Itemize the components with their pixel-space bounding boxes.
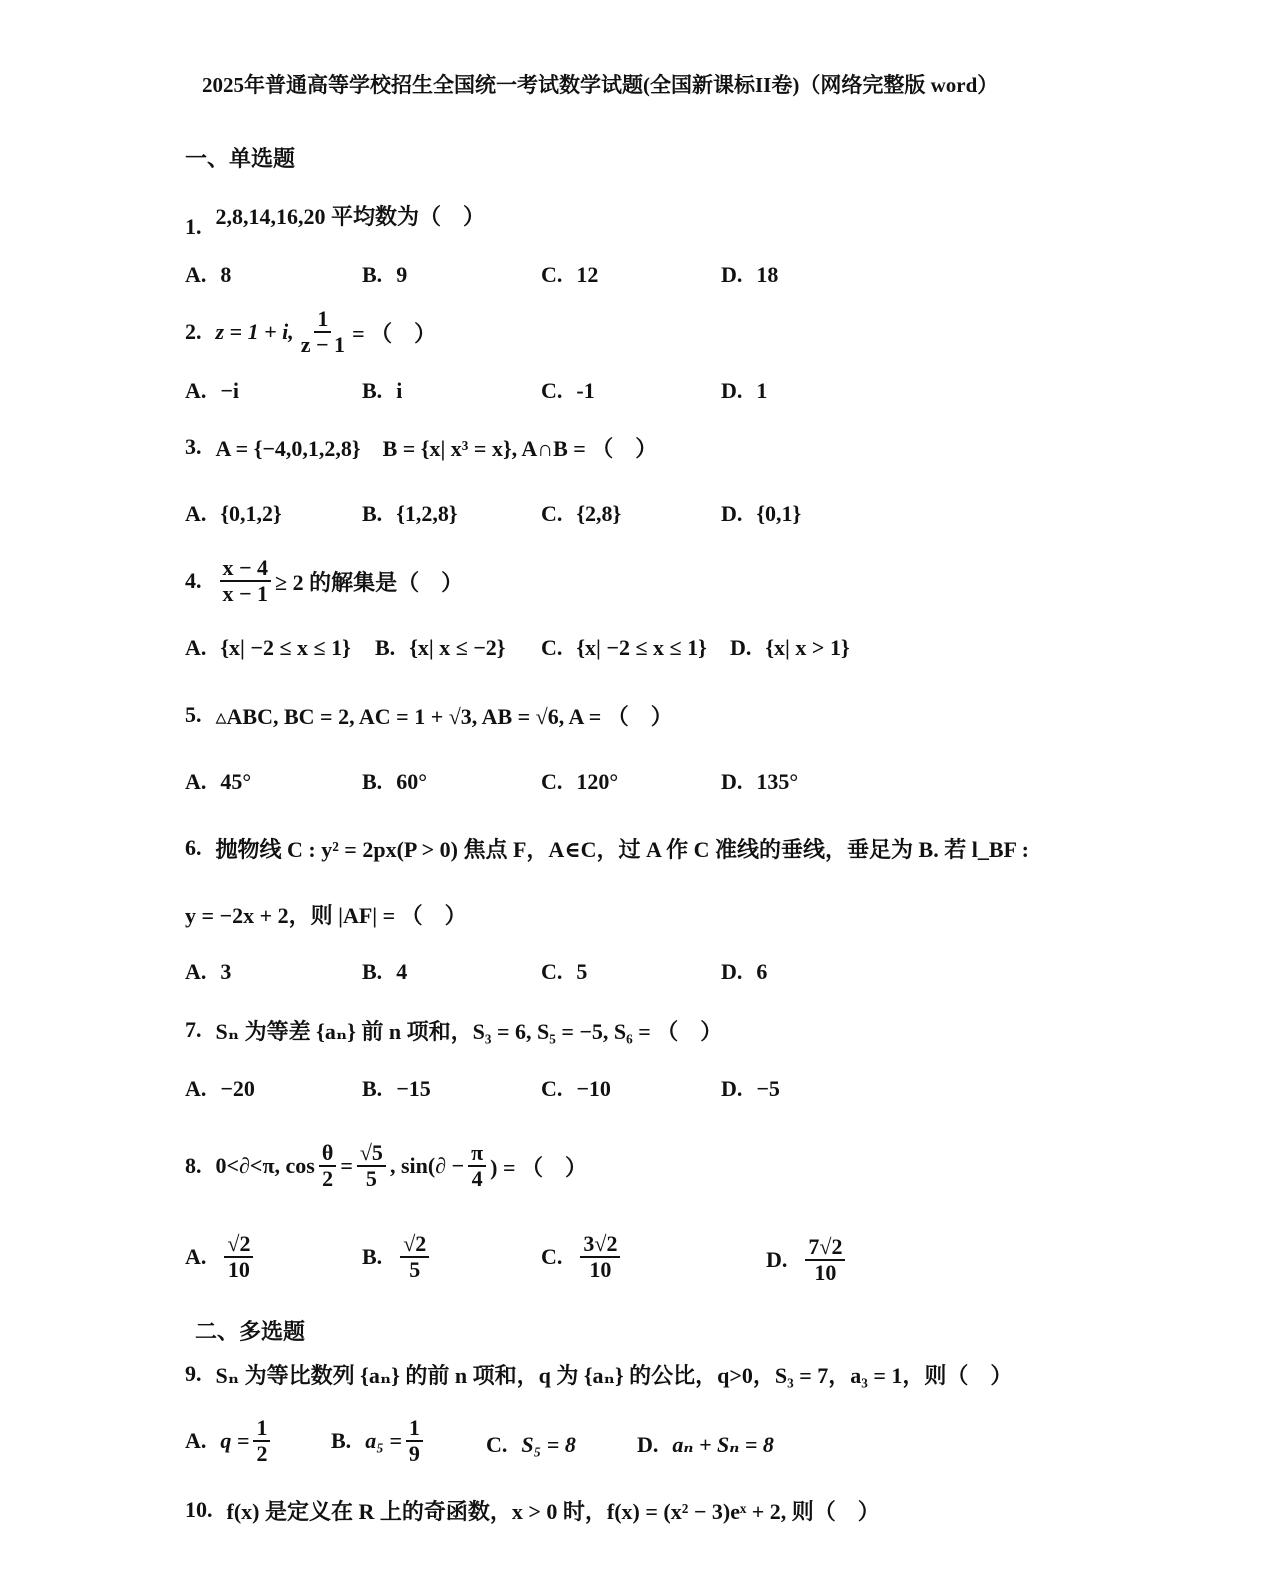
option-text: aₙ + Sₙ = 8	[672, 1432, 774, 1457]
option-c[interactable]	[541, 1069, 611, 1109]
question-6-line-2: y = −2x + 2，则 |AF| = （ ）	[185, 902, 467, 928]
question-number: 7.	[185, 1017, 202, 1042]
question-text: Sₙ 为等差 {aₙ} 前 n 项和，S₃ = 6, S₅ = −5, S₆ = （ ）	[215, 1018, 723, 1044]
option-label: D.	[721, 501, 743, 526]
option-text: {x| −2 ≤ x ≤ 1}	[576, 635, 707, 660]
question-text: ▵ABC, BC = 2, AC = 1 + √3, AB = √6, A = （ ）	[215, 703, 673, 729]
numerator: π	[468, 1141, 486, 1167]
option-text: −20	[220, 1076, 255, 1101]
option-label: B.	[362, 769, 383, 794]
option-text: 5	[576, 959, 588, 984]
numerator: 7√2	[805, 1235, 845, 1261]
option-label: B.	[362, 959, 383, 984]
option-label: D.	[721, 378, 743, 403]
fraction	[357, 1141, 386, 1191]
option-d[interactable]	[721, 494, 801, 534]
option-a[interactable]	[185, 494, 282, 534]
option-label: C.	[541, 635, 563, 660]
option-label: D.	[721, 1076, 743, 1101]
option-a[interactable]	[185, 1416, 274, 1466]
option-b[interactable]	[375, 628, 505, 668]
option-label: C.	[541, 501, 563, 526]
question-4	[185, 554, 464, 606]
option-c[interactable]	[541, 762, 618, 802]
question-text: 抛物线 C : y² = 2px(P > 0) 焦点 F，A∈C，过 A 作 C 准线的垂线，垂足为 B. 若 l_BF :	[215, 836, 1029, 862]
option-text: 120°	[576, 769, 619, 794]
option-label: C.	[541, 959, 563, 984]
equals: =	[340, 1153, 353, 1178]
numerator: x − 4	[220, 556, 272, 582]
question-number: 8.	[185, 1153, 202, 1178]
fraction	[298, 307, 348, 357]
option-a[interactable]	[185, 952, 231, 992]
option-label: A.	[185, 635, 207, 660]
question-number: 10.	[185, 1497, 213, 1522]
option-text: {x| x ≤ −2}	[409, 635, 506, 660]
denominator: 9	[408, 1441, 420, 1467]
option-label: D.	[721, 262, 743, 287]
option-a[interactable]	[185, 255, 231, 295]
option-label: B.	[375, 635, 396, 660]
option-label: B.	[362, 1244, 383, 1270]
option-label: C.	[486, 1432, 508, 1457]
option-label: D.	[637, 1432, 659, 1457]
option-text: 8	[220, 262, 232, 287]
option-text: 1	[756, 378, 768, 403]
question-number: 3.	[185, 434, 202, 459]
option-label: A.	[185, 769, 207, 794]
option-label: A.	[185, 378, 207, 403]
option-b[interactable]	[362, 255, 407, 295]
option-label: B.	[362, 262, 383, 287]
option-d[interactable]	[730, 628, 850, 668]
option-d[interactable]	[721, 1069, 780, 1109]
fraction	[224, 1232, 253, 1282]
option-label: D.	[721, 959, 743, 984]
section-heading-multi-choice: 二、多选题	[195, 1318, 306, 1344]
option-d[interactable]	[721, 255, 778, 295]
option-d[interactable]	[721, 371, 767, 411]
option-text: {1,2,8}	[396, 501, 458, 526]
question-7	[185, 1010, 722, 1050]
question-number: 4.	[185, 568, 202, 593]
option-label: B.	[362, 1076, 383, 1101]
option-d[interactable]	[637, 1432, 774, 1458]
option-text: −15	[396, 1076, 431, 1101]
option-text: 60°	[396, 769, 427, 794]
option-text: i	[396, 378, 403, 403]
question-text: A = {−4,0,1,2,8} B = {x| x³ = x}, A∩B = （ ）	[215, 435, 658, 461]
denominator: 4	[471, 1166, 483, 1191]
denominator: 10	[227, 1257, 250, 1283]
question-text: Sₙ 为等比数列 {aₙ} 的前 n 项和，q 为 {aₙ} 的公比，q>0，S₃ = 7，a₃ = 1，则（ ）	[215, 1362, 1013, 1388]
question-text: ≥ 2 的解集是（ ）	[275, 569, 464, 595]
option-text: {x| −2 ≤ x ≤ 1}	[220, 635, 351, 660]
question-9	[185, 1354, 1012, 1394]
numerator: θ	[319, 1141, 336, 1167]
numerator: 1	[253, 1416, 270, 1442]
fraction	[406, 1416, 423, 1466]
option-text: 45°	[220, 769, 252, 794]
numerator: 1	[406, 1416, 423, 1442]
option-text: {2,8}	[576, 501, 622, 526]
question-text: z = 1 + i,	[215, 319, 294, 344]
option-label: C.	[541, 769, 563, 794]
question-text: 0<∂<π, cos	[215, 1153, 315, 1178]
option-c[interactable]	[541, 628, 707, 668]
option-b[interactable]	[362, 1232, 433, 1282]
option-text: 3	[220, 959, 232, 984]
option-b[interactable]	[362, 371, 402, 411]
question-6	[185, 828, 1029, 868]
option-label: C.	[541, 378, 563, 403]
option-label: A.	[185, 1076, 207, 1101]
denominator: 5	[409, 1257, 421, 1283]
option-text: −i	[220, 378, 240, 403]
option-text: q =	[220, 1428, 250, 1454]
question-number: 1.	[185, 214, 202, 239]
option-c[interactable]	[486, 1432, 576, 1458]
option-label: C.	[541, 1244, 563, 1270]
fraction	[220, 556, 272, 606]
question-2	[185, 305, 437, 357]
option-a[interactable]	[185, 762, 251, 802]
denominator: 5	[365, 1166, 377, 1191]
fraction	[580, 1232, 620, 1282]
option-c[interactable]	[541, 952, 587, 992]
question-8	[185, 1139, 588, 1191]
option-label: B.	[331, 1428, 352, 1454]
option-d[interactable]	[766, 1235, 849, 1285]
option-label: D.	[721, 769, 743, 794]
option-text: 135°	[756, 769, 799, 794]
option-label: A.	[185, 501, 207, 526]
denominator: 10	[589, 1257, 612, 1283]
option-a[interactable]	[185, 628, 351, 668]
option-b[interactable]	[362, 494, 458, 534]
option-text: −5	[756, 1076, 780, 1101]
fraction	[253, 1416, 270, 1466]
option-text: {0,1,2}	[220, 501, 282, 526]
exam-title: 2025年普通高等学校招生全国统一考试数学试题(全国新课标II卷)（网络完整版 word）	[202, 73, 999, 97]
numerator: 3√2	[580, 1232, 620, 1258]
denominator: 2	[256, 1441, 268, 1467]
option-a[interactable]	[185, 371, 239, 411]
fraction	[400, 1232, 429, 1282]
option-text: −10	[576, 1076, 611, 1101]
option-label: C.	[541, 262, 563, 287]
option-c[interactable]	[541, 255, 598, 295]
option-b[interactable]	[362, 1069, 431, 1109]
option-label: C.	[541, 1076, 563, 1101]
option-label: A.	[185, 1428, 207, 1454]
option-label: D.	[730, 635, 752, 660]
question-number: 6.	[185, 835, 202, 860]
numerator: √2	[400, 1232, 429, 1258]
question-1	[185, 195, 486, 239]
option-d[interactable]	[721, 952, 767, 992]
option-text: 6	[756, 959, 768, 984]
question-text: f(x) 是定义在 R 上的奇函数，x > 0 时，f(x) = (x² − 3)eˣ + 2, 则（ ）	[226, 1498, 880, 1524]
option-text: 9	[396, 262, 408, 287]
question-text: = （ ）	[352, 320, 437, 346]
option-a[interactable]	[185, 1232, 257, 1282]
option-text: 18	[756, 262, 779, 287]
option-text: a₅ =	[365, 1428, 402, 1454]
option-b[interactable]	[362, 762, 427, 802]
option-d[interactable]	[721, 762, 798, 802]
option-label: D.	[766, 1247, 788, 1273]
denominator: 10	[814, 1260, 837, 1286]
option-text: 4	[396, 959, 408, 984]
option-label: A.	[185, 1244, 207, 1270]
option-c[interactable]	[541, 1232, 624, 1282]
question-text: , sin(∂ −	[389, 1153, 465, 1178]
option-label: B.	[362, 378, 383, 403]
option-b[interactable]	[331, 1416, 427, 1466]
question-3	[185, 427, 657, 467]
denominator: x − 1	[222, 581, 269, 606]
numerator: √2	[224, 1232, 253, 1258]
numerator: √5	[357, 1141, 386, 1167]
question-10	[185, 1490, 880, 1530]
denominator: z − 1	[300, 332, 346, 357]
option-text: {x| x > 1}	[765, 635, 850, 660]
numerator: 1	[314, 307, 331, 333]
option-text: S₅ = 8	[521, 1432, 576, 1457]
question-text: ) = （ ）	[490, 1154, 588, 1180]
fraction	[319, 1141, 336, 1191]
question-number: 2.	[185, 319, 202, 344]
option-text: {0,1}	[756, 501, 802, 526]
option-text: -1	[576, 378, 595, 403]
question-text: 2,8,14,16,20 平均数为（ ）	[215, 203, 486, 229]
denominator: 2	[322, 1166, 334, 1191]
option-label: A.	[185, 262, 207, 287]
option-c[interactable]	[541, 371, 595, 411]
option-b[interactable]	[362, 952, 407, 992]
question-5	[185, 695, 673, 735]
fraction	[468, 1141, 486, 1191]
section-heading-single-choice: 一、单选题	[185, 145, 296, 171]
fraction	[805, 1235, 845, 1285]
question-number: 9.	[185, 1361, 202, 1386]
option-label: B.	[362, 501, 383, 526]
question-number: 5.	[185, 702, 202, 727]
option-c[interactable]	[541, 494, 621, 534]
option-label: A.	[185, 959, 207, 984]
option-a[interactable]	[185, 1069, 255, 1109]
option-text: 12	[576, 262, 599, 287]
